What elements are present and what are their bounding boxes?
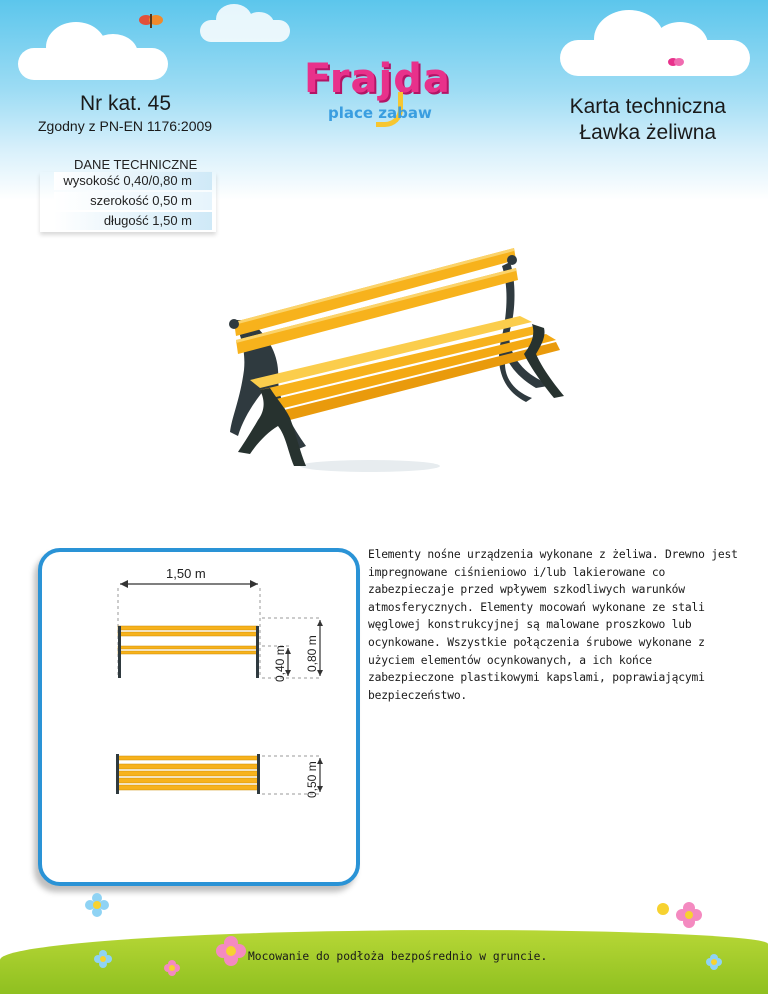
card-title-line2: Ławka żeliwna — [579, 121, 717, 144]
seat-slat — [118, 646, 258, 649]
flower-icon — [94, 950, 112, 968]
backrest-slat — [118, 632, 258, 636]
seat-slat — [118, 651, 258, 654]
spec-row-height: wysokość 0,40/0,80 m — [54, 172, 212, 190]
seat-height-label: 0,40 m — [273, 645, 287, 682]
top-view-slat — [118, 764, 258, 769]
length-label: 1,50 m — [166, 566, 206, 581]
bench-leg — [257, 754, 260, 794]
mounting-note: Mocowanie do podłoża bezpośrednio w gruncie. — [248, 950, 548, 963]
card-title — [570, 94, 726, 146]
flower-icon — [706, 954, 722, 970]
norm-compliance: Zgodny z PN-EN 1176:2009 — [38, 118, 213, 134]
backrest-slat — [118, 626, 258, 630]
flower-icon — [646, 892, 680, 926]
bench-leg — [116, 754, 119, 794]
top-view-slat — [118, 771, 258, 776]
spec-row-length: długość 1,50 m — [54, 212, 212, 230]
spec-row-width: szerokość 0,50 m — [54, 192, 212, 210]
top-view-slat — [118, 778, 258, 783]
flower-icon — [164, 960, 180, 976]
width-label: 0,50 m — [305, 761, 319, 798]
specs-title: DANE TECHNICZNE — [74, 157, 198, 172]
butterfly-icon — [138, 8, 164, 34]
flower-icon — [676, 902, 702, 928]
bench-leg — [256, 626, 259, 678]
cloud-decoration — [18, 48, 168, 80]
bench-leg — [118, 626, 121, 678]
description-text: Elementy nośne urządzenia wykonane z żeliwa. Drewno jest impregnowane ciśnieniowo i/lub lakierowane co zabezpieczaje przed wpływem szkodliwych warunków atmosferycznych. Elementy mocowań wykonane ze stali węglowej konstrukcyjnej są malowane proszkowo lub ocynkowane. Wszystkie połączenia śrubowe wykonane z użyciem elementów ocynkowanych, a ich końce zabezpieczone plastikowymi kapslami, poprawiającymi bezpieczeństwo. — [368, 548, 738, 702]
top-view-slat — [118, 785, 258, 790]
bench-illustration — [210, 240, 580, 480]
logo-subtitle: place zabaw — [328, 104, 432, 122]
flower-icon — [84, 892, 110, 918]
flower-icon — [216, 936, 246, 966]
butterfly-icon — [668, 56, 684, 68]
technical-drawing — [38, 548, 368, 888]
brand-logo — [304, 56, 474, 128]
catalog-number: Nr kat. 45 — [80, 92, 172, 115]
card-title-line1: Karta techniczna — [569, 95, 726, 118]
total-height-label: 0,80 m — [305, 635, 319, 672]
logo-wordmark: Frajda — [304, 56, 451, 102]
top-view-slat — [118, 756, 258, 760]
cloud-decoration — [560, 40, 750, 76]
cloud-decoration — [200, 20, 290, 42]
